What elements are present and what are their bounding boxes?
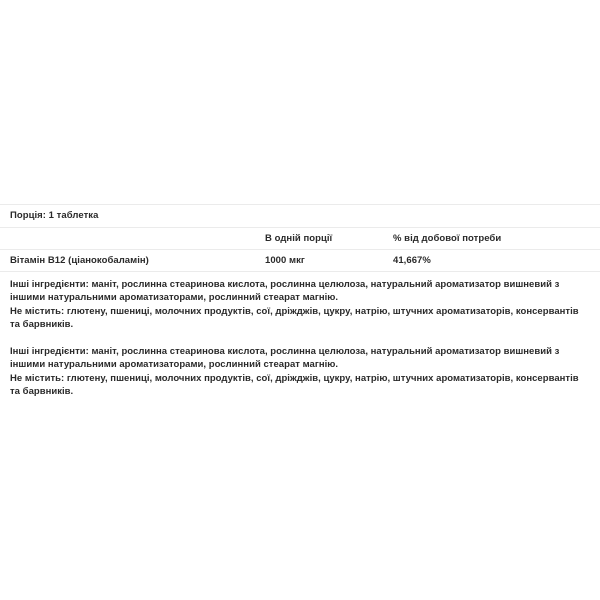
free-from-text: Не містить: глютену, пшениці, молочних продуктів, сої, дріжджів, цукру, натрію, штучних ароматизаторів, консервантів та барвників. bbox=[10, 305, 579, 331]
column-header-percent-daily-value: % від добової потреби bbox=[393, 232, 502, 244]
ingredient-block bbox=[10, 345, 589, 399]
ingredient-block bbox=[10, 278, 589, 332]
serving-size-spacer-dv bbox=[393, 205, 600, 228]
other-ingredients-text: Інші інгредієнти: маніт, рослинна стеаринова кислота, рослинна целюлоза, натуральний ароматизатор вишневий з іншими натуральними ароматизаторами, рослинний стеарат магнію. bbox=[10, 279, 560, 304]
column-header-name bbox=[0, 228, 265, 250]
other-ingredients-text: Інші інгредієнти: маніт, рослинна стеаринова кислота, рослинна целюлоза, натуральний ароматизатор вишневий з іншими натуральними ароматизаторами, рослинний стеарат магнію. bbox=[10, 345, 560, 371]
nutrient-name: Вітамін B12 (ціанокобаламін) bbox=[10, 254, 149, 266]
serving-size-row bbox=[0, 205, 600, 228]
ingredients-section bbox=[0, 278, 600, 399]
column-header-amount-per-serving: В одній порції bbox=[265, 232, 333, 244]
free-from-text: Не містить: глютену, пшениці, молочних продуктів, сої, дріжджів, цукру, натрію, штучних ароматизаторів, консервантів та барвників. bbox=[10, 372, 579, 398]
supplement-facts-panel bbox=[0, 204, 600, 399]
serving-size-spacer-amount bbox=[265, 205, 393, 228]
serving-size-label: Порція: 1 таблетка bbox=[10, 210, 99, 222]
supplement-facts-table bbox=[0, 204, 600, 272]
table-header-row bbox=[0, 228, 600, 250]
nutrient-daily-value: 41,667% bbox=[393, 254, 431, 266]
nutrient-amount: 1000 мкг bbox=[265, 254, 305, 266]
table-row bbox=[0, 250, 600, 272]
